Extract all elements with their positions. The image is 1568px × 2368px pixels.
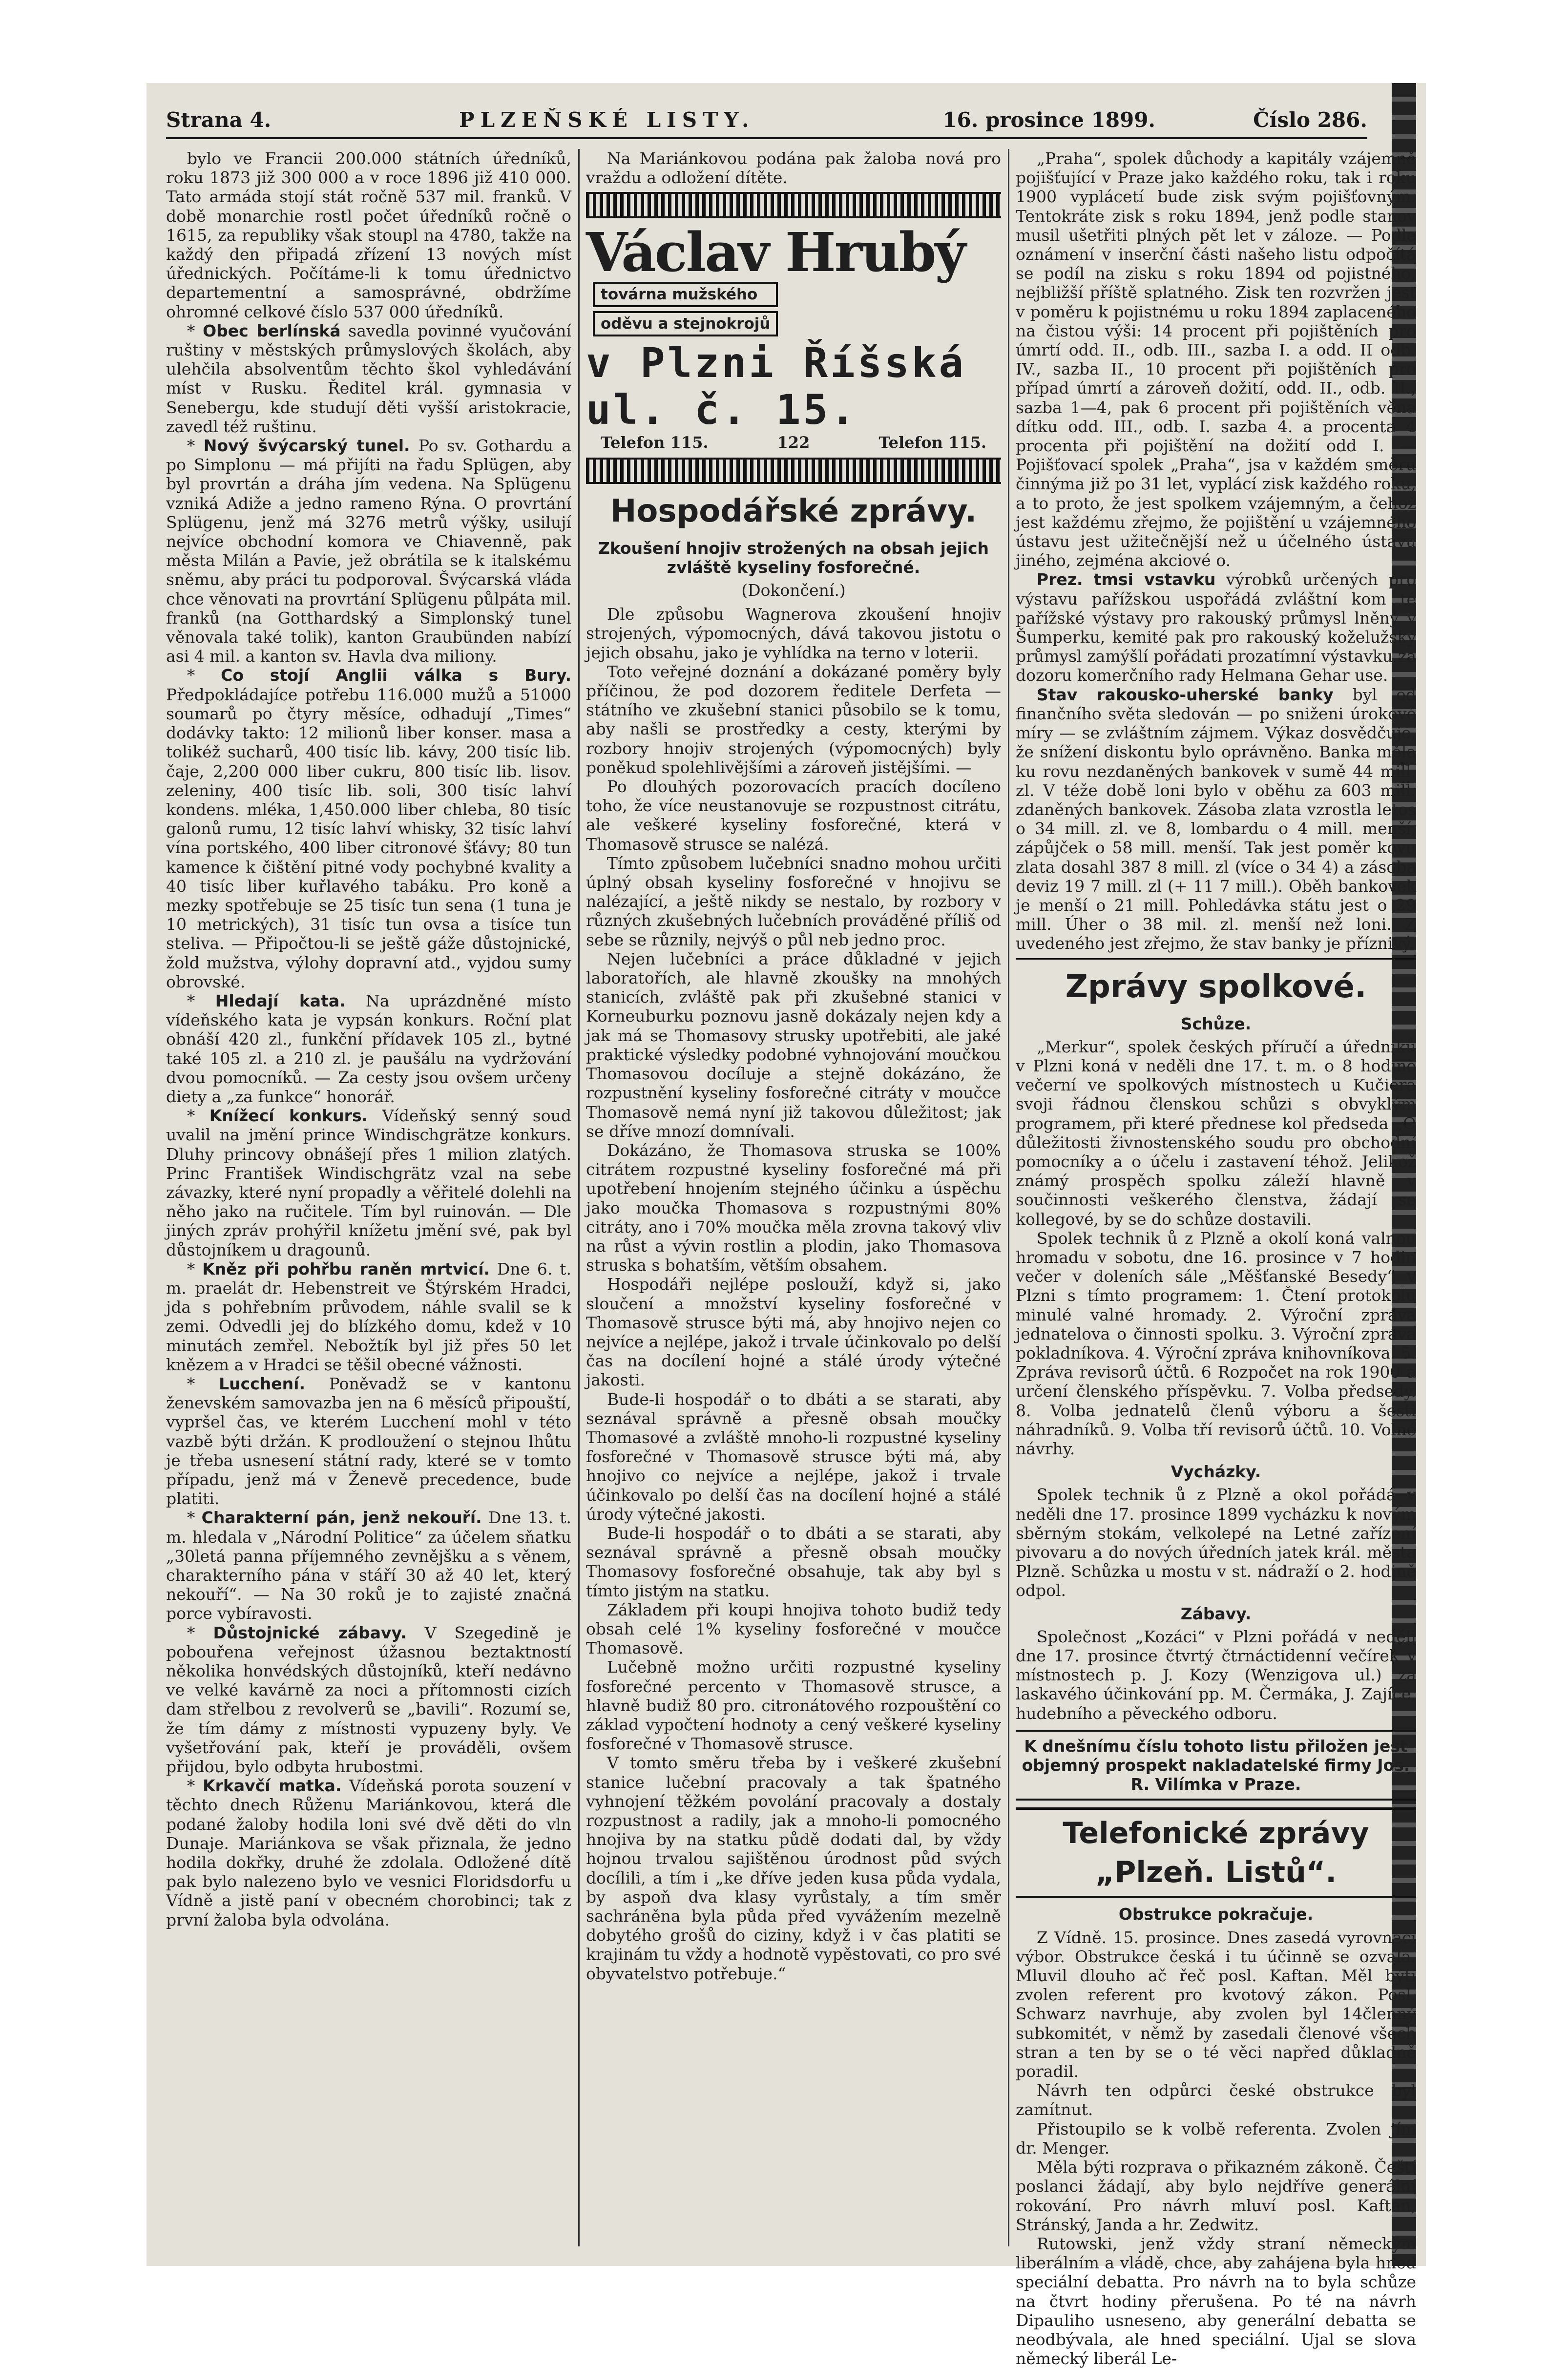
- item-text: Předpokládajíce potřebu 116.000 mužů a 51000 soumarů po čtyry měsíce, odhadují „Times“ dodávky takto: 12 milionů liber konser. masa a tolikéž sucharů, 400 tisíc lib. kávy, 200 tisíc lib. čaje, 2,200 000 liber cukru, 800 tisíc lib. lisov. zeleniny, 400 tisíc lib. soli, 300 tisíc lahví kondens. mléka, 1,450.000 liber chleba, 80 tisíc galonů rumu, 12 tisíc lahví whisky, 32 tisíc lahví vína portského, 400 liber citronové šťávy; 80 tun kamence k čištění pitné vody pochybné kvality a 40 tisíc liber kuřlavého tabáku. Pro koně a mezky spotřebuje se 25 tisíc tun sena (1 tuna je 10 metrických), 31 tisíc tun ovsa a tisíce tun steliva. — Připočtou-li se ještě gáže důstojnické, žold mužstva, výlohy dopravní atd., vyjdou sumy obrovské.: [166, 685, 571, 991]
- ad-box: továrna mužského: [593, 282, 778, 307]
- item-heading: Lucchení.: [219, 1374, 305, 1393]
- item-text: savedla povinné vyučování ruštiny v městských průmyslových školách, aby ulehčila absolventům těchto škol vyhledávání míst v Rusku. Ředitel král. gymnasia v Senebergu, kde studují děti vyšší aristokracie, zavedl též ruštinu.: [166, 321, 571, 436]
- article-text: Základem při koupi hnojiva tohoto budiž tedy obsah celé 1% kyseliny fosforečné v moučce Thomasově.: [586, 1600, 1001, 1658]
- ad-phones: [586, 433, 1001, 452]
- news-item: [1016, 570, 1416, 685]
- item-text: výrobků určených pro výstavu pařížskou uspořádá zvláštní kom té pařížské výstavy pro rakouský průmysl lněný v Šumperku, kemité pak pro rakouský koželužský průmysl zamýšlí pořádati prozatímní výstavku za dozoru komerčního rady Helmana Gehar use.: [1016, 570, 1416, 685]
- article-text: V tomto směru třeba by i veškeré zkušební stanice lučební pracovaly a tak špatného vyhnojení těžkém povolání pracovaly a dostaly rozpustnost a radily, jak a mnoho-li pomocného hnojiva by na statku půdě dodati dal, by vždy hojnou trvalou sajištěnou úrodnost půd svých docílili, a tím i „ke dříve jeden kusa půda vydala, by aspoň dva klasy vyrůstaly, a tím směr sachráněna byla půda před vyvážením mezelně dobytého grošů do ciziny, když i v čas platiti se krajinám tu vždy a hodnotě vypěstovati, co pro své obyvatelstvo potřebuje.“: [586, 1753, 1001, 1983]
- subsection-title: Zábavy.: [1180, 1604, 1252, 1623]
- item-heading: Charakterní pán, jenž nekouří.: [201, 1508, 482, 1528]
- item-heading: Knížecí konkurs.: [209, 1106, 368, 1126]
- item-heading: Prez. tmsi vstavku: [1036, 570, 1216, 589]
- article-text: Na Mariánkovou podána pak žaloba nová pro vraždu a odložení dítěte.: [586, 149, 1001, 188]
- article-text: Návrh ten odpůrci české obstrukce byl zamítnut.: [1016, 2081, 1416, 2119]
- item-text: Dne 13. t. m. hledala v „Národní Politice“ za účelem sňatku „30letá panna příjemného zevnějšku a s věnem, charakterního pána v stáří 30 až 40 let, který nekouří“. — Na 30 roků je to zajisté značná porce vybíravosti.: [166, 1508, 572, 1623]
- ad-mark: 122: [777, 433, 810, 452]
- article-text: Tímto způsobem lučebníci snadno mohou určiti úplný obsah kyseliny fosforečné v hnojivu se nalézající, a ještě nikdy se nestalo, by rozbory v různých zkušebných lučebních prováděné příliš od sebe se různily, nejvýš o půl neb jedno proc.: [586, 853, 1001, 949]
- article-text: Přistoupilo se k volbě referenta. Zvolen jím dr. Menger.: [1016, 2119, 1416, 2158]
- item-text: Dne 6. t. m. praelát dr. Hebenstreit ve Štýrském Hradci, jda s pohřebním průvodem, náhle svalil se k zemi. Odvedli jej do blízkého domu, kdež v 10 minutách zemřel. Nebožtík byl již přes 50 let knězem a v Hradci se těšil obecné vážnosti.: [166, 1259, 571, 1374]
- ad-box: oděvu a stejnokrojů: [593, 311, 778, 336]
- item-text: Poněvadž se v kantonu ženevském samovazba jen na 6 měsíců připouští, vypršel čas, ve kterém Lucchení mohl v této vazbě býti držán. K prodloužení o stejnou lhůtu je třeba usnesení státní rady, které se v tomto případu, jenž má v Ženevě precedence, bude platiti.: [166, 1374, 571, 1509]
- item-text: byl od finančního světa sledován — po sniženi úrokové míry — se zvláštním zájmem. Výkaz dosvědčuje, že snížení diskontu bylo oprávněno. Banka měla ku rovu nezdaněných bankovek v sumě 44 mill. zl. V téže době loni bylo v oběhu za 603 mill. zdaněných bankovek. Zásoba zlata vzrostla letos o 34 mill. zl. ve 8, lombardu o 4 mill. menší, zápůjček o 58 mill. menší. Tak jest poměr kovu zlata dosahl 387 8 mill. zl (více o 34 4) a zásoba deviz 19 7 mill. zl (+ 11 7 mill.). Oběh bankovek je menší o 21 mill. Pohledávka státu jest o 29 mill. Úher o 38 mil. zl. menší než loni. Z uvedeného jest zřejmo, že stav banky je příznivý.: [1016, 685, 1416, 953]
- article-text: Dle způsobu Wagnerova zkoušení hnojiv strojených, výpomocných, dává takovou jistotu o jejich obsahu, jako je vyhlídka na terno v loterii.: [586, 605, 1001, 662]
- news-item: * Nový švýcarský tunel. Po sv. Gothardu a po Simplonu — má přijíti na řadu Splügen, aby byl provrtán a dráha jím vedena. Na Splügenu vzniká Adiže a jedno rameno Rýna. O provrtání Splügenu, jenž má 3276 metrů výšky, usilují nejvíce obchodní komora ve Chiavenně, pak města Milán a Pavie, jež obrátila se k italskému sněmu, aby práci tu podporoval. Švýcarská vláda chce věnovati na provrtání Splügenu půlpáta mil. franků (na Gotthardský a Simplonský tunel věnovala také tolik), kanton Graubünden nabízí asi 4 mil. a kanton sv. Havla dva miliony.: [166, 436, 571, 666]
- column-left: [166, 149, 571, 2246]
- column-middle: [586, 149, 1001, 2246]
- article-text: Lučebně možno určiti rozpustné kyseliny fosforečné percento v Thomasově strusce, a hlavně budiž 80 pro. citronátového rozpouštění co základ vypočtení hodnoty a cený veškeré kyseliny fosforečné v Thomasově strusce.: [586, 1657, 1001, 1754]
- ad-border: [586, 458, 1001, 484]
- article-text: Spolek technik ů z Plzně a okol pořádá v neděli dne 17. prosince 1899 vycházku k novým sběrným stokám, velkolepé na Letné zařízení pivovaru a do nových úředních jatek král. města Plzně. Schůzka u mostu v st. nádraží o 2. hodině odpol.: [1016, 1485, 1416, 1600]
- article-text: Měla býti rozprava o přikazném zákoně. Čeští poslanci žádají, aby bylo nejdříve generální rokování. Pro návrh mluví posl. Kaftan, Stránský, Janda a hr. Zedwitz.: [1016, 2158, 1416, 2234]
- article-text: Nejen lučebníci a práce důkladné v jejich laboratořích, ale hlavně zkoušky na mnohých stanicích, zvláště pak při zkušebné stanici v Korneuburku poznovu jasně dokázaly nejen kdy a jak má se Thomasovy strusky upotřebiti, ale jaké praktické výsledky podobné vyhnojování moučkou Thomasovou docíluje a stejně dokázáno, že rozpustnění kyseliny fosforečné citráty v moučce Thomasově nemá nyní již takovou důležitost; jak se dříve mnozí domnívali.: [586, 949, 1001, 1141]
- item-heading: Krkavčí matka.: [203, 1776, 342, 1796]
- news-item: * Knížecí konkurs. Vídeňský senný soud uvalil na jmění prince Windischgrätze konkurs. Dluhy princovy obnášejí přes 1 milion zlatých. Princ František Windischgrätz vzal na sebe závazky, které nyní propadly a věřitelé dolehli na něho jako na ručitele. Tím byl ruinován. — Dle jiných zpráv prohýřil knížetu jmění své, pak byl důstojníkem u dragounů.: [166, 1106, 571, 1259]
- item-heading: Kněz při pohřbu raněn mrtvicí.: [202, 1259, 490, 1278]
- news-item: [1016, 685, 1416, 953]
- news-item: * Charakterní pán, jenž nekouří. Dne 13. t. m. hledala v „Národní Politice“ za účelem sňatku „30letá panna příjemného zevnějšku a s věnem, charakterního pána v stáří 30 až 40 let, který nekouří“. — Na 30 roků je to zajisté značná porce vybíravosti.: [166, 1508, 572, 1623]
- article-title: Zkoušení hnojiv strožených na obsah jejich zvláště kyseliny fosforečné.: [598, 538, 989, 577]
- item-heading: Stav rakousko-uherské banky: [1036, 685, 1334, 704]
- section-title: Hospodářské zprávy.: [610, 493, 977, 529]
- article-text: Bude-li hospodář o to dbáti a se starati, aby seznával správně a přesně obsah moučky Thomasové a zvláště mnoho-li rozpustné kyseliny fosforečné v Thomasově strusce býti má, aby hnojivo co nejvíce a nejlépe, jakož i trvale účinkovalo po delší čas na docílení hojné a stálé úrody výtečné jakosti.: [586, 1389, 1001, 1524]
- page-number: Strana 4.: [166, 107, 272, 132]
- advertisement: [586, 223, 1001, 452]
- article-text: Z Vídně. 15. prosince. Dnes zasedá vyrovnací výbor. Obstrukce česká i tu účinně se ozvala. Mluvil dlouho ač řeč posl. Kaftan. Měl býti zvolen referent pro kvotový zákon. Posl. Schwarz navrhuje, aby zvolen byl 14členný subkomitét, v němž by zasedali členové všech stran a ten by se o té věci napřed důkladně poradil.: [1016, 1928, 1416, 2081]
- item-text: V Szegedině je pobouřena veřejnost úžasnou beztaktností několika honvédských důstojníků, kteří nedávno ve velké kavárně za noci a přítomnosti cizích dam střelbou z revolverů se „bavili“. Rozumí se, že tím dámy z místnosti vypuzeny byly. Ve vyšetřování pak, kteří je prováděli, ovšem přijdou, bylo odbyta hrubostmi.: [166, 1623, 571, 1777]
- news-item: * Obec berlínská savedla povinné vyučování ruštiny v městských průmyslových školách, aby ulehčila absolventům těchto škol vyhledávání míst v Rusku. Ředitel král. gymnasia v Senebergu, kde studují děti vyšší aristokracie, zavedl též ruštinu.: [166, 321, 571, 436]
- section-title: Zprávy spolkové.: [1065, 968, 1367, 1005]
- item-heading: Obec berlínská: [203, 321, 341, 340]
- news-item: * Kněz při pohřbu raněn mrtvicí. Dne 6. t. m. praelát dr. Hebenstreit ve Štýrském Hradci, jda s pohřebním průvodem, náhle svalil se k zemi. Odvedli jej do blízkého domu, kdež v 10 minutách zemřel. Nebožtík byl již přes 50 let knězem a v Hradci se těšil obecné vážnosti.: [166, 1259, 571, 1374]
- news-item: * Lucchení. Poněvadž se v kantonu ženevském samovazba jen na 6 měsíců připouští, vypršel čas, ve kterém Lucchení mohl v této vazbě býti držán. K prodloužení o stejnou lhůtu je třeba usnesení státní rady, které se v tomto případu, jenž má v Ženevě precedence, bude platiti.: [166, 1374, 571, 1509]
- item-heading: Co stojí Anglii válka s Bury.: [221, 666, 571, 685]
- column-rule: [1008, 149, 1009, 2246]
- section-title: Telefonické zprávy „Plzeň. Listů“.: [1016, 1807, 1416, 1898]
- item-text: Na uprázdněné místo vídeňského kata je vypsán konkurs. Roční plat obnáší 420 zl., funkční přídavek 105 zl., bytné také 105 zl. a 210 zl. je paušálu na vydržování dvou pomocníků. — Za cesty jsou ovšem určeny diety a „za funkce“ honorář.: [166, 991, 572, 1106]
- item-heading: Důstojnické zábavy.: [213, 1623, 407, 1642]
- news-item: * Krkavčí matka. Vídeňská porota souzení v těchto dnech Růženu Mariánkovou, která dle podané žaloby hodila loni své dvě děti do vln Dunaje. Mariánkova se však přiznala, že jedno hodila dokřky, druhé že zdolala. Odložené dítě pak bylo nalezeno bylo ve vesnici Floridsdorfu u Vídně a jistě paní v obecném chorobinci; tak z první žaloba byla odvolána.: [166, 1776, 571, 1929]
- ad-border: [586, 192, 1001, 218]
- article-text: Rutowski, jenž vždy straní německým liberálním a vládě, chce, aby zahájena byla hned speciální debatta. Pro návrh na to byla schůze na čtvrt hodiny přerušena. Po té na návrh Dipauliho usneseno, aby generální debatta se neodbývala, ale hned speciální. Ujal se slova německý liberál Le-: [1016, 2234, 1416, 2368]
- ad-phone: Telefon 115.: [601, 433, 709, 452]
- article-text: „Merkur“, spolek českých příručí a úředníků v Plzni koná v neděli dne 17. t. m. o 8 hodině večerní ve spolkových místnostech u Kučiera svoji řádnou členskou schůzi s obvyklým programem, při které přednese kol předseda „O důležitosti živnostenského soudu pro obchodní pomocníky a o účelu i zastavení téhož. Jelikož známý prospěch spolku záleží hlavně v součinnosti veškerého členstva, žádají se kollegové, by se do schůze dostavili.: [1016, 1037, 1416, 1229]
- item-text: Vídeňská porota souzení v těchto dnech Růženu Mariánkovou, která dle podané žaloby hodila loni své dvě děti do vln Dunaje. Mariánkova se však přiznala, že jedno hodila dokřky, druhé že zdolala. Odložené dítě pak bylo nalezeno bylo ve vesnici Floridsdorfu u Vídně a jistě paní v obecném chorobinci; tak z první žaloba byla odvolána.: [166, 1776, 571, 1929]
- article-text: bylo ve Francii 200.000 státních úředníků, roku 1873 již 300 000 a v roce 1896 již 410 000. Tato armáda stojí stát ročně 537 mil. franků. V době monarchie rostl počet úředníků ročně o 1615, za republiky však stoupl na 4780, takže na každý den připadá zřízení 13 nových míst úřednických. Počítáme-li k tomu úřednictvo departementní a samosprávné, obdržíme ohromné celkové číslo 537 000 úředníků.: [166, 149, 571, 321]
- page-header: [166, 103, 1367, 139]
- article-text: Toto veřejné doznání a dokázané poměry byly příčinou, že pod dozorem ředitele Derfeta — státního ve zkušební stanici působilo se k tomu, aby našli se prostředky a cesty, kterými by rozbory hnojiv strojených (výpomocných) byly poněkud spolehlivějšími a zároveň jistějšími. —: [586, 662, 1001, 777]
- article-text: Bude-li hospodář o to dbáti a se starati, aby seznával správně a přesně obsah moučky Thomasovy fosforečné obsahuje, tak aby byl s tímto jistým na statku.: [586, 1523, 1001, 1600]
- article-text: Spolek technik ů z Plzně a okolí koná valnou hromadu v sobotu, dne 16. prosince v 7 hodin večer v doleních sále „Měšťanské Besedy“ v Plzni s tímto programem: 1. Čtení protokolu minulé valné hromady. 2. Výroční zpráva jednatelova o činnosti spolku. 3. Výroční zpráva pokladníkova. 4. Výroční zpráva knihovníkova. 5. Zpráva revisorů účtů. 6 Rozpočet na rok 1900 a určení členského příspěvku. 7. Volba předsedy. 8. Volba jednatelů členů výboru a šesti náhradníků. 9. Volba tří revisorů účtů. 10. Volné návrhy.: [1016, 1228, 1416, 1458]
- newspaper-page: [146, 83, 1426, 2368]
- item-heading: Nový švýcarský tunel.: [203, 436, 410, 456]
- ad-boxes: [593, 282, 778, 336]
- article-text: Po dlouhých pozorovacích pracích docíleno toho, že více neustanovuje se rozpustnost citrátu, ale veškeré kyseliny fosforečné, která v Thomasově strusce se nalézá.: [586, 777, 1001, 854]
- article-text: „Praha“, spolek důchody a kapitály vzájemně pojišťující v Praze jako každého roku, tak i roku 1900 vyplácetí bude zisk svým pojišťovným. Tentokráte zisk s roku 1894, jenž podle stanov musil ušetřiti plných pět let v záloze. — Podle oznámení v inserční části našeho listu odpočítá se podíl na zisku s roku 1894 od pojistného, nejbližší příště splatného. Zisk ten rozvržen jest v poměru k pojistnému u roku 1894 zaplaceného na čistou výši: 14 procent při pojištěních pro úmrtí odd. II., odb. III., sazba I. a odd. II odb. IV., sazba II., 10 procent při pojištěních pro případ úmrtí a zároveň dožití, odd. II., odb. II., sazba 1—4, pak 6 procent při pojištěních věna dítku odd. III., odb. I. sazba 4. a procenta 4 procenta při pojištění na dožití odd I. — Pojišťovací spolek „Praha“, jsa v každém směru činnýma již po 31 let, vyplácí zisk každého roku, a to proto, že jest spolkem vzájemným, a čehož jest každému zřejmo, že pojištění u vzájemného ústavu jest užitečnější než u účelného ústavu jiného, zejména akciové o.: [1016, 149, 1416, 570]
- issue-date: 16. prosince 1899.: [942, 107, 1156, 132]
- issue-number: Číslo 286.: [1253, 107, 1367, 132]
- ad-address: v Plzni Říšská ul. č. 15.: [586, 339, 966, 434]
- news-item: * Důstojnické zábavy. V Szegedině je pobouřena veřejnost úžasnou beztaktností několika honvédských důstojníků, kteří nedávno ve velké kavárně za noci a přítomnosti cizích dam střelbou z revolverů se „bavili“. Rozumí se, že tím dámy z místnosti vypuzeny byly. Ve vyšetřování pak, kteří je prováděli, ovšem přijdou, bylo odbyta hrubostmi.: [166, 1623, 571, 1777]
- ad-phone: Telefon 115.: [878, 433, 986, 452]
- newspaper-title: PLZEŇSKÉ LISTY.: [459, 107, 755, 132]
- subsection-title: Schůze.: [1180, 1014, 1252, 1033]
- article-text: Společnost „Kozáci“ v Plzni pořádá v neděli dne 17. prosince čtvrtý čtrnáctidenní večírek v místnostech p. J. Kozy (Wenzigova ul.) za laskavého účinkování pp. M. Čermáka, J. Zajíce, hudebního a pěveckého odboru.: [1016, 1627, 1416, 1723]
- divider: [1016, 958, 1416, 960]
- column-right: [1016, 149, 1416, 2368]
- subsection-title: Vycházky.: [1171, 1462, 1261, 1482]
- column-rule: [578, 149, 580, 2246]
- news-item: * Co stojí Anglii válka s Bury. Předpokládajíce potřebu 116.000 mužů a 51000 soumarů po čtyry měsíce, odhadují „Times“ dodávky takto: 12 milionů liber konser. masa a tolikéž sucharů, 400 tisíc lib. kávy, 200 tisíc lib. čaje, 2,200 000 liber cukru, 800 tisíc lib. lisov. zeleniny, 400 tisíc lib. soli, 300 tisíc lahví kondens. mléka, 1,450.000 liber chleba, 80 tisíc galonů rumu, 12 tisíc lahví whisky, 32 tisíc lahví vína portského, 400 liber citronové šťávy; 80 tun kamence k čištění pitné vody pochybné kvality a 40 tisíc liber kuřlavého tabáku. Pro koně a mezky spotřebuje se 25 tisíc tun sena (1 tuna je 10 metrických), 31 tisíc tun ovsa a tisíce tun steliva. — Připočtou-li se ještě gáže důstojnické, žold mužstva, výlohy dopravní atd., vyjdou sumy obrovské.: [166, 666, 571, 991]
- item-text: Po sv. Gothardu a po Simplonu — má přijíti na řadu Splügen, aby byl provrtán a dráha jím vedena. Na Splügenu vzniká Adiže a jedno rameno Rýna. O provrtání Splügenu, jenž má 3276 metrů výšky, usilují nejvíce obchodní komora ve Chiavenně, pak města Milán a Pavie, jež obrátila se k italskému sněmu, aby práci tu podporoval. Švýcarská vláda chce věnovati na provrtání Splügenu půlpáta mil. franků (na Gotthardský a Simplonský tunel věnovala také tolik), kanton Graubünden nabízí asi 4 mil. a kanton sv. Havla dva miliony.: [166, 436, 571, 666]
- article-text: Hospodáři nejlépe poslouží, když si, jako sloučení a množství kyseliny fosforečné v Thomasově strusce býti má, aby hnojivo nejen co nejvíce a nejlépe, jakož i trvale účinkovalo po delší čas na docílení hojné a stálé úrody výtečné jakosti.: [586, 1275, 1001, 1390]
- article-text: Dokázáno, že Thomasova struska se 100% citrátem rozpustné kyseliny fosforečné má při upotřebení hnojením stejného účinku a úspěchu jako moučka Thomasova s rozpustnými 80% citráty, ano i 70% moučka měla zrovna takový vliv na růst a vývin rostlin a plodin, jako Thomasova struska s bohatším, větším obsahem.: [586, 1140, 1001, 1275]
- supplement-notice: K dnešnímu číslu tohoto listu přiložen jest objemný prospekt nakladatelské firmy Jos. R. Vilímka v Praze.: [1016, 1730, 1416, 1801]
- item-text: Vídeňský senný soud uvalil na jmění prince Windischgrätze konkurs. Dluhy princovy obnášejí přes 1 milion zlatých. Princ František Windischgrätz vzal na sebe závazky, které nyní propadly a věřitelé dolehli na něho jako na ručitele. Tím byl ruinován. — Dle jiných zpráv prohýřil knížetu jmění své, pak byl důstojníkem u dragounů.: [166, 1106, 571, 1259]
- item-heading: Hledají kata.: [215, 991, 346, 1010]
- ad-company-name: Václav Hrubý: [586, 221, 965, 284]
- news-item: * Hledají kata. Na uprázdněné místo vídeňského kata je vypsán konkurs. Roční plat obnáší 420 zl., funkční přídavek 105 zl., bytné také 105 zl. a 210 zl. je paušálu na vydržování dvou pomocníků. — Za cesty jsou ovšem určeny diety a „za funkce“ honorář.: [166, 991, 572, 1106]
- header-right: [942, 108, 1367, 132]
- article-continuation: (Dokončení.): [741, 581, 846, 600]
- subsection-title: Obstrukce pokračuje.: [1118, 1905, 1314, 1924]
